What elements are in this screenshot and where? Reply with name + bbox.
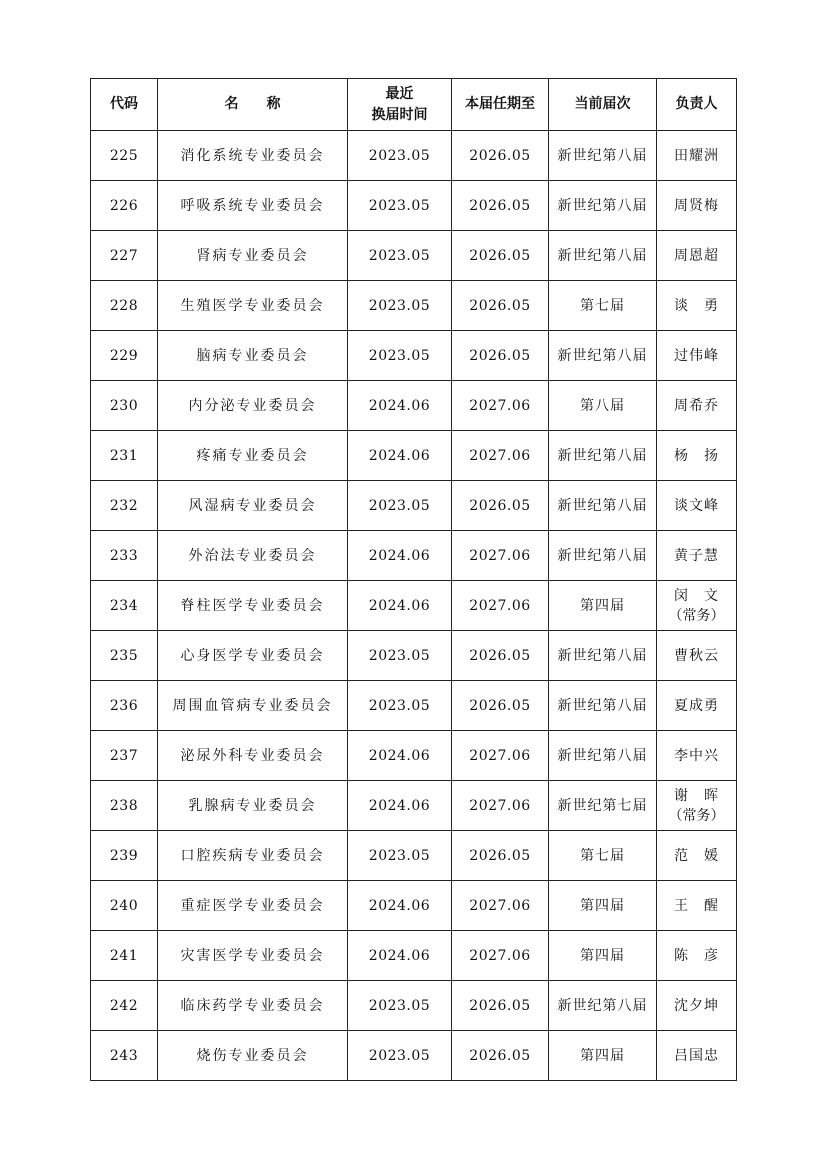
leader-note: （常务） — [668, 807, 725, 824]
cell-latest-change: 2024.06 — [348, 731, 452, 781]
cell-term-until: 2027.06 — [452, 781, 549, 831]
cell-leader — [657, 131, 737, 181]
cell-code: 243 — [91, 1031, 158, 1081]
leader-name: 周希乔 — [674, 397, 719, 414]
leader-name: 过伟峰 — [674, 347, 719, 364]
header-term-until: 本届任期至 — [452, 79, 549, 131]
cell-code: 239 — [91, 831, 158, 881]
cell-code: 225 — [91, 131, 158, 181]
table-row — [91, 431, 737, 481]
cell-latest-change: 2023.05 — [348, 481, 452, 531]
cell-latest-change: 2023.05 — [348, 631, 452, 681]
cell-leader — [657, 531, 737, 581]
table-row — [91, 781, 737, 831]
cell-code: 238 — [91, 781, 158, 831]
cell-leader — [657, 481, 737, 531]
leader-note: （常务） — [668, 607, 725, 624]
leader-name: 黄子慧 — [674, 547, 719, 564]
cell-code: 240 — [91, 881, 158, 931]
cell-current-session: 新世纪第八届 — [549, 731, 657, 781]
table-row — [91, 281, 737, 331]
header-name: 名 称 — [158, 79, 348, 131]
table-row — [91, 481, 737, 531]
cell-term-until: 2027.06 — [452, 431, 549, 481]
cell-term-until: 2027.06 — [452, 881, 549, 931]
cell-committee-name: 重症医学专业委员会 — [158, 881, 348, 931]
cell-committee-name: 风湿病专业委员会 — [158, 481, 348, 531]
leader-name: 周贤梅 — [674, 197, 719, 214]
cell-leader — [657, 1031, 737, 1081]
header-latest-line1: 最近 — [385, 85, 414, 102]
cell-committee-name: 脑病专业委员会 — [158, 331, 348, 381]
cell-code: 227 — [91, 231, 158, 281]
cell-code: 237 — [91, 731, 158, 781]
leader-name: 闵 文 — [674, 587, 719, 604]
leader-name: 曹秋云 — [674, 647, 719, 664]
cell-committee-name: 肾病专业委员会 — [158, 231, 348, 281]
table-row — [91, 581, 737, 631]
cell-latest-change: 2024.06 — [348, 781, 452, 831]
cell-code: 228 — [91, 281, 158, 331]
cell-term-until: 2027.06 — [452, 531, 549, 581]
leader-name: 王 醒 — [674, 897, 719, 914]
cell-latest-change: 2024.06 — [348, 431, 452, 481]
leader-name: 沈夕坤 — [674, 997, 719, 1014]
cell-code: 235 — [91, 631, 158, 681]
table-row — [91, 531, 737, 581]
table-header — [91, 79, 737, 131]
cell-term-until: 2027.06 — [452, 381, 549, 431]
cell-code: 234 — [91, 581, 158, 631]
cell-term-until: 2026.05 — [452, 681, 549, 731]
cell-committee-name: 内分泌专业委员会 — [158, 381, 348, 431]
cell-committee-name: 周围血管病专业委员会 — [158, 681, 348, 731]
cell-latest-change: 2023.05 — [348, 231, 452, 281]
header-latest-change — [348, 79, 452, 131]
table-row — [91, 981, 737, 1031]
cell-committee-name: 呼吸系统专业委员会 — [158, 181, 348, 231]
cell-current-session: 新世纪第八届 — [549, 431, 657, 481]
table-row — [91, 1031, 737, 1081]
leader-name: 夏成勇 — [674, 697, 719, 714]
cell-term-until: 2026.05 — [452, 1031, 549, 1081]
cell-term-until: 2027.06 — [452, 931, 549, 981]
table-row — [91, 831, 737, 881]
cell-term-until: 2026.05 — [452, 181, 549, 231]
cell-term-until: 2026.05 — [452, 831, 549, 881]
leader-name: 谢 晖 — [674, 787, 719, 804]
cell-leader — [657, 781, 737, 831]
cell-leader — [657, 981, 737, 1031]
cell-term-until: 2026.05 — [452, 631, 549, 681]
table-body — [91, 131, 737, 1081]
cell-term-until: 2027.06 — [452, 581, 549, 631]
table-row — [91, 331, 737, 381]
cell-latest-change: 2023.05 — [348, 831, 452, 881]
table-row — [91, 881, 737, 931]
cell-current-session: 新世纪第八届 — [549, 531, 657, 581]
cell-current-session: 第四届 — [549, 931, 657, 981]
table-row — [91, 181, 737, 231]
cell-leader — [657, 181, 737, 231]
cell-leader — [657, 281, 737, 331]
cell-current-session: 新世纪第八届 — [549, 481, 657, 531]
table-row — [91, 231, 737, 281]
cell-code: 230 — [91, 381, 158, 431]
leader-name: 周恩超 — [674, 247, 719, 264]
cell-code: 229 — [91, 331, 158, 381]
cell-latest-change: 2024.06 — [348, 381, 452, 431]
cell-committee-name: 心身医学专业委员会 — [158, 631, 348, 681]
cell-code: 233 — [91, 531, 158, 581]
cell-latest-change: 2023.05 — [348, 681, 452, 731]
cell-committee-name: 烧伤专业委员会 — [158, 1031, 348, 1081]
header-latest-line2: 换届时间 — [371, 106, 428, 123]
cell-latest-change: 2024.06 — [348, 881, 452, 931]
cell-current-session: 新世纪第七届 — [549, 781, 657, 831]
cell-committee-name: 乳腺病专业委员会 — [158, 781, 348, 831]
leader-name: 陈 彦 — [674, 947, 719, 964]
cell-code: 236 — [91, 681, 158, 731]
cell-term-until: 2027.06 — [452, 731, 549, 781]
cell-current-session: 第七届 — [549, 281, 657, 331]
cell-latest-change: 2023.05 — [348, 181, 452, 231]
leader-name: 李中兴 — [674, 747, 719, 764]
cell-leader — [657, 931, 737, 981]
cell-latest-change: 2023.05 — [348, 281, 452, 331]
cell-current-session: 新世纪第八届 — [549, 231, 657, 281]
committee-table — [90, 78, 737, 1081]
cell-term-until: 2026.05 — [452, 331, 549, 381]
cell-current-session: 第八届 — [549, 381, 657, 431]
cell-code: 232 — [91, 481, 158, 531]
cell-committee-name: 脊柱医学专业委员会 — [158, 581, 348, 631]
cell-term-until: 2026.05 — [452, 281, 549, 331]
cell-leader — [657, 231, 737, 281]
cell-leader — [657, 731, 737, 781]
leader-name: 田耀洲 — [674, 147, 719, 164]
leader-name: 谈文峰 — [674, 497, 719, 514]
cell-current-session: 第四届 — [549, 1031, 657, 1081]
table-row — [91, 381, 737, 431]
leader-name: 谈 勇 — [674, 297, 719, 314]
cell-current-session: 新世纪第八届 — [549, 331, 657, 381]
table-row — [91, 631, 737, 681]
cell-latest-change: 2024.06 — [348, 581, 452, 631]
cell-leader — [657, 381, 737, 431]
cell-term-until: 2026.05 — [452, 481, 549, 531]
cell-latest-change: 2024.06 — [348, 531, 452, 581]
cell-code: 226 — [91, 181, 158, 231]
table-row — [91, 131, 737, 181]
cell-latest-change: 2023.05 — [348, 331, 452, 381]
cell-leader — [657, 881, 737, 931]
cell-latest-change: 2023.05 — [348, 131, 452, 181]
cell-code: 241 — [91, 931, 158, 981]
cell-current-session: 第四届 — [549, 881, 657, 931]
cell-current-session: 新世纪第八届 — [549, 131, 657, 181]
cell-committee-name: 疼痛专业委员会 — [158, 431, 348, 481]
header-row — [91, 79, 737, 131]
cell-committee-name: 临床药学专业委员会 — [158, 981, 348, 1031]
cell-committee-name: 口腔疾病专业委员会 — [158, 831, 348, 881]
cell-code: 231 — [91, 431, 158, 481]
cell-current-session: 新世纪第八届 — [549, 681, 657, 731]
cell-term-until: 2026.05 — [452, 131, 549, 181]
cell-leader — [657, 831, 737, 881]
cell-committee-name: 泌尿外科专业委员会 — [158, 731, 348, 781]
cell-code: 242 — [91, 981, 158, 1031]
cell-current-session: 第七届 — [549, 831, 657, 881]
cell-committee-name: 灾害医学专业委员会 — [158, 931, 348, 981]
cell-committee-name: 消化系统专业委员会 — [158, 131, 348, 181]
cell-current-session: 新世纪第八届 — [549, 981, 657, 1031]
cell-leader — [657, 581, 737, 631]
cell-latest-change: 2023.05 — [348, 1031, 452, 1081]
cell-term-until: 2026.05 — [452, 231, 549, 281]
cell-committee-name: 外治法专业委员会 — [158, 531, 348, 581]
table-row — [91, 931, 737, 981]
leader-name: 吕国忠 — [674, 1047, 719, 1064]
table-row — [91, 681, 737, 731]
cell-latest-change: 2024.06 — [348, 931, 452, 981]
cell-leader — [657, 631, 737, 681]
cell-term-until: 2026.05 — [452, 981, 549, 1031]
cell-leader — [657, 431, 737, 481]
cell-committee-name: 生殖医学专业委员会 — [158, 281, 348, 331]
cell-current-session: 新世纪第八届 — [549, 631, 657, 681]
cell-leader — [657, 681, 737, 731]
header-code: 代码 — [91, 79, 158, 131]
leader-name: 杨 扬 — [674, 447, 719, 464]
header-current-session: 当前届次 — [549, 79, 657, 131]
table-row — [91, 731, 737, 781]
cell-latest-change: 2023.05 — [348, 981, 452, 1031]
cell-current-session: 新世纪第八届 — [549, 181, 657, 231]
cell-leader — [657, 331, 737, 381]
cell-current-session: 第四届 — [549, 581, 657, 631]
header-leader: 负责人 — [657, 79, 737, 131]
leader-name: 范 媛 — [674, 847, 719, 864]
